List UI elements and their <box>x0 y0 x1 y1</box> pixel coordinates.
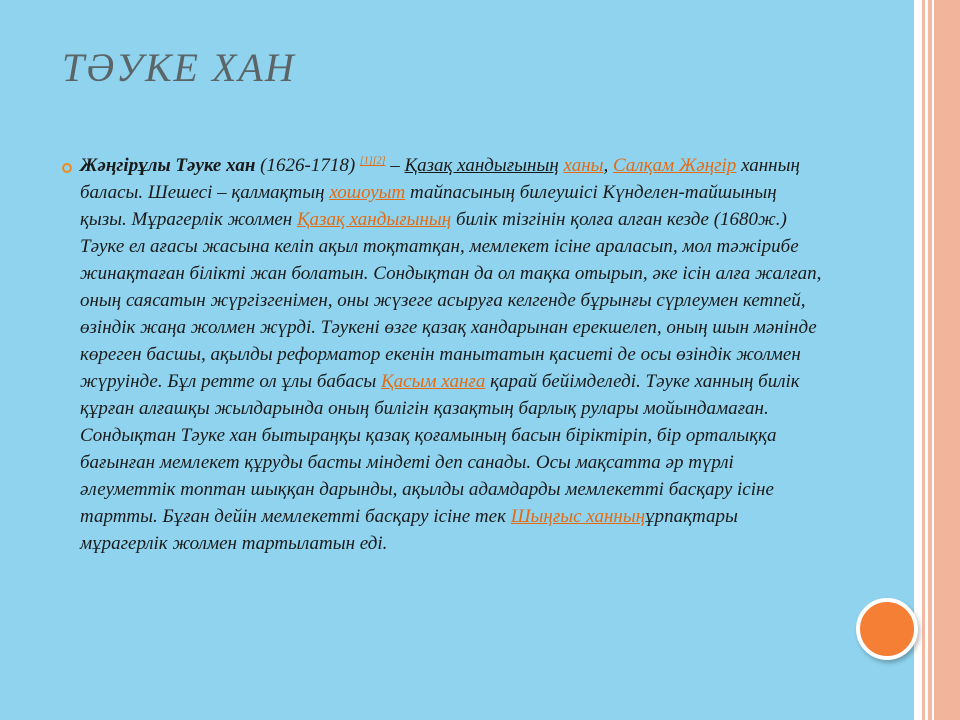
years-text: (1626-1718) <box>255 155 360 176</box>
body-text-5: ұрпақтары мұрагерлік жолмен тартылатын еді. <box>80 506 738 554</box>
link-khoshout[interactable]: хошоуыт <box>329 182 406 203</box>
person-name: Жәңгірұлы Тәуке хан <box>80 155 256 176</box>
body-text-1: ханның баласы. Шешесі – қалмақтың <box>80 155 800 203</box>
dash-text: – <box>385 155 405 176</box>
link-qasym-khan[interactable]: Қасым ханға <box>381 371 486 392</box>
bullet-circle-icon <box>62 163 72 173</box>
reference-link-2[interactable]: [2] <box>372 155 386 167</box>
decorative-orb <box>856 598 918 660</box>
decorative-stripes <box>914 0 960 720</box>
link-khan[interactable]: ханы <box>563 155 604 176</box>
link-kazakh-khanate-2[interactable]: Қазақ хандығының <box>296 209 452 230</box>
stripe-white <box>914 0 922 720</box>
comma-text: , <box>603 155 613 176</box>
reference-link-1[interactable]: [1] <box>359 155 373 167</box>
body-text-2: тайпасының билеушісі Күнделен-тайшының қызы. Мұрагерлік жолмен <box>80 182 777 230</box>
body-text-3: билік тізгінін қолға алған кезде (1680ж.) Тәуке ел ағасы жасына келіп ақыл тоқтатқан, мемлекет ісіне араласып, мол тәжірибе жинақтаған білікті жан болатын. Сондықтан да ол тақка отырып, әке ісін алға жалғап, оның саясатын жүргізгенімен, оны жүзеге асыруға келгенде бұрынғы сүрлеумен кетпей, өзіндік жаңа жолмен жүрді. Тәукені өзге қазақ хандарынан ерекшелеп, оның шын мәнінде көреген басшы, ақылды реформатор екенін танытатын қасиеті де осы өзіндік жолмен жүруінде. Бұл ретте ол ұлы бабасы <box>80 209 822 392</box>
link-shyngys-khan[interactable]: Шыңғыс ханның <box>510 506 646 527</box>
body-text-4: қарай бейімделеді. Тәуке ханның билік құрған алғашқы жылдарында оның билігін қазақтың барлық рулары мойындамаған. Сондықтан Тәуке хан бытыраңқы қазақ қоғамының басын біріктіріп, бір орталыққа бағынған мемлекет құруды басты міндеті деп санады. Осы мақсатта әр түрлі әлеуметтік топтан шыққан дарынды, ақылды адамдарды мемлекетті басқару ісіне тартты. Бұған дейін мемлекетті басқару ісіне тек <box>80 371 800 527</box>
body-paragraph <box>80 152 828 557</box>
stripe-peach-wide <box>934 0 960 720</box>
slide-title: ТӘУКЕ ХАН <box>62 45 296 90</box>
link-kazakh-khanate[interactable]: Қазақ хандығының <box>404 155 559 176</box>
link-salqam-zhangir[interactable]: Салқам Жәңгір <box>613 155 737 176</box>
